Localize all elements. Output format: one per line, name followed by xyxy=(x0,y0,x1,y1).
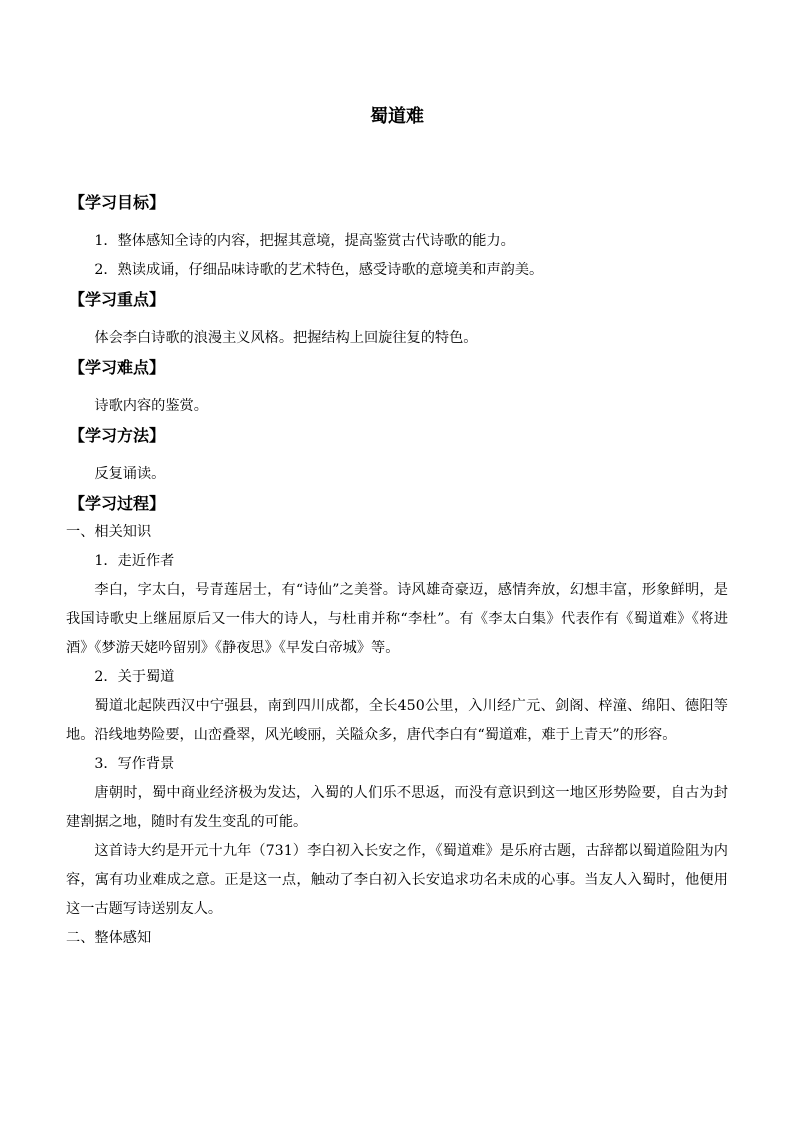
goal-item-2: 2．熟读成诵，仔细品味诗歌的艺术特色，感受诗歌的意境美和声韵美。 xyxy=(94,262,544,278)
document-body xyxy=(66,188,728,953)
document-title: 蜀道难 xyxy=(370,106,424,127)
process-heading: 【学习过程】 xyxy=(69,494,166,513)
key-points-heading: 【学习重点】 xyxy=(69,290,166,309)
method-text: 反复诵读。 xyxy=(94,466,166,482)
author-paragraph: 李白，字太白，号青莲居士，有“诗仙”之美誉。诗风雄奇豪迈，感情奔放，幻想丰富，形象鲜明，是我国诗歌史上继屈原后又一伟大的诗人，与杜甫并称“李杜”。有《李太白集》代表作有《蜀道难》《将进酒》《梦游天姥吟留别》《静夜思》《早发白帝城》等。 xyxy=(66,582,728,656)
section-related-knowledge: 一、相关知识 xyxy=(66,524,152,540)
shu-road-paragraph: 蜀道北起陕西汉中宁强县，南到四川成都，全长450公里，入川经广元、剑阁、梓潼、绵阳、德阳等地。沿线地势险要，山峦叠翠，风光峻丽，关隘众多，唐代李白有“蜀道难，难于上青天”的形容。 xyxy=(66,698,728,743)
difficulty-text: 诗歌内容的鉴赏。 xyxy=(94,398,208,414)
key-points-text: 体会李白诗歌的浪漫主义风格。把握结构上回旋往复的特色。 xyxy=(94,330,478,346)
subsection-background: 3．写作背景 xyxy=(94,756,175,772)
background-paragraph-1: 唐朝时，蜀中商业经济极为发达，入蜀的人们乐不思返，而没有意识到这一地区形势险要，自古为封建割据之地，随时有发生变乱的可能。 xyxy=(66,785,728,830)
method-heading: 【学习方法】 xyxy=(69,426,166,445)
background-paragraph-2: 这首诗大约是开元十九年（731）李白初入长安之作，《蜀道难》是乐府古题，古辞都以蜀道险阻为内容，寓有功业难成之意。正是这一点，触动了李白初入长安追求功名未成的心事。当友人入蜀时，他便用这一古题写诗送别友人。 xyxy=(66,843,728,917)
goal-item-1: 1．整体感知全诗的内容，把握其意境，提高鉴赏古代诗歌的能力。 xyxy=(94,233,515,249)
difficulty-heading: 【学习难点】 xyxy=(69,358,166,377)
learning-goals-heading: 【学习目标】 xyxy=(69,193,166,212)
subsection-author: 1．走近作者 xyxy=(94,553,175,569)
section-overall-perception: 二、整体感知 xyxy=(66,930,152,946)
subsection-shu-road: 2．关于蜀道 xyxy=(94,669,175,685)
